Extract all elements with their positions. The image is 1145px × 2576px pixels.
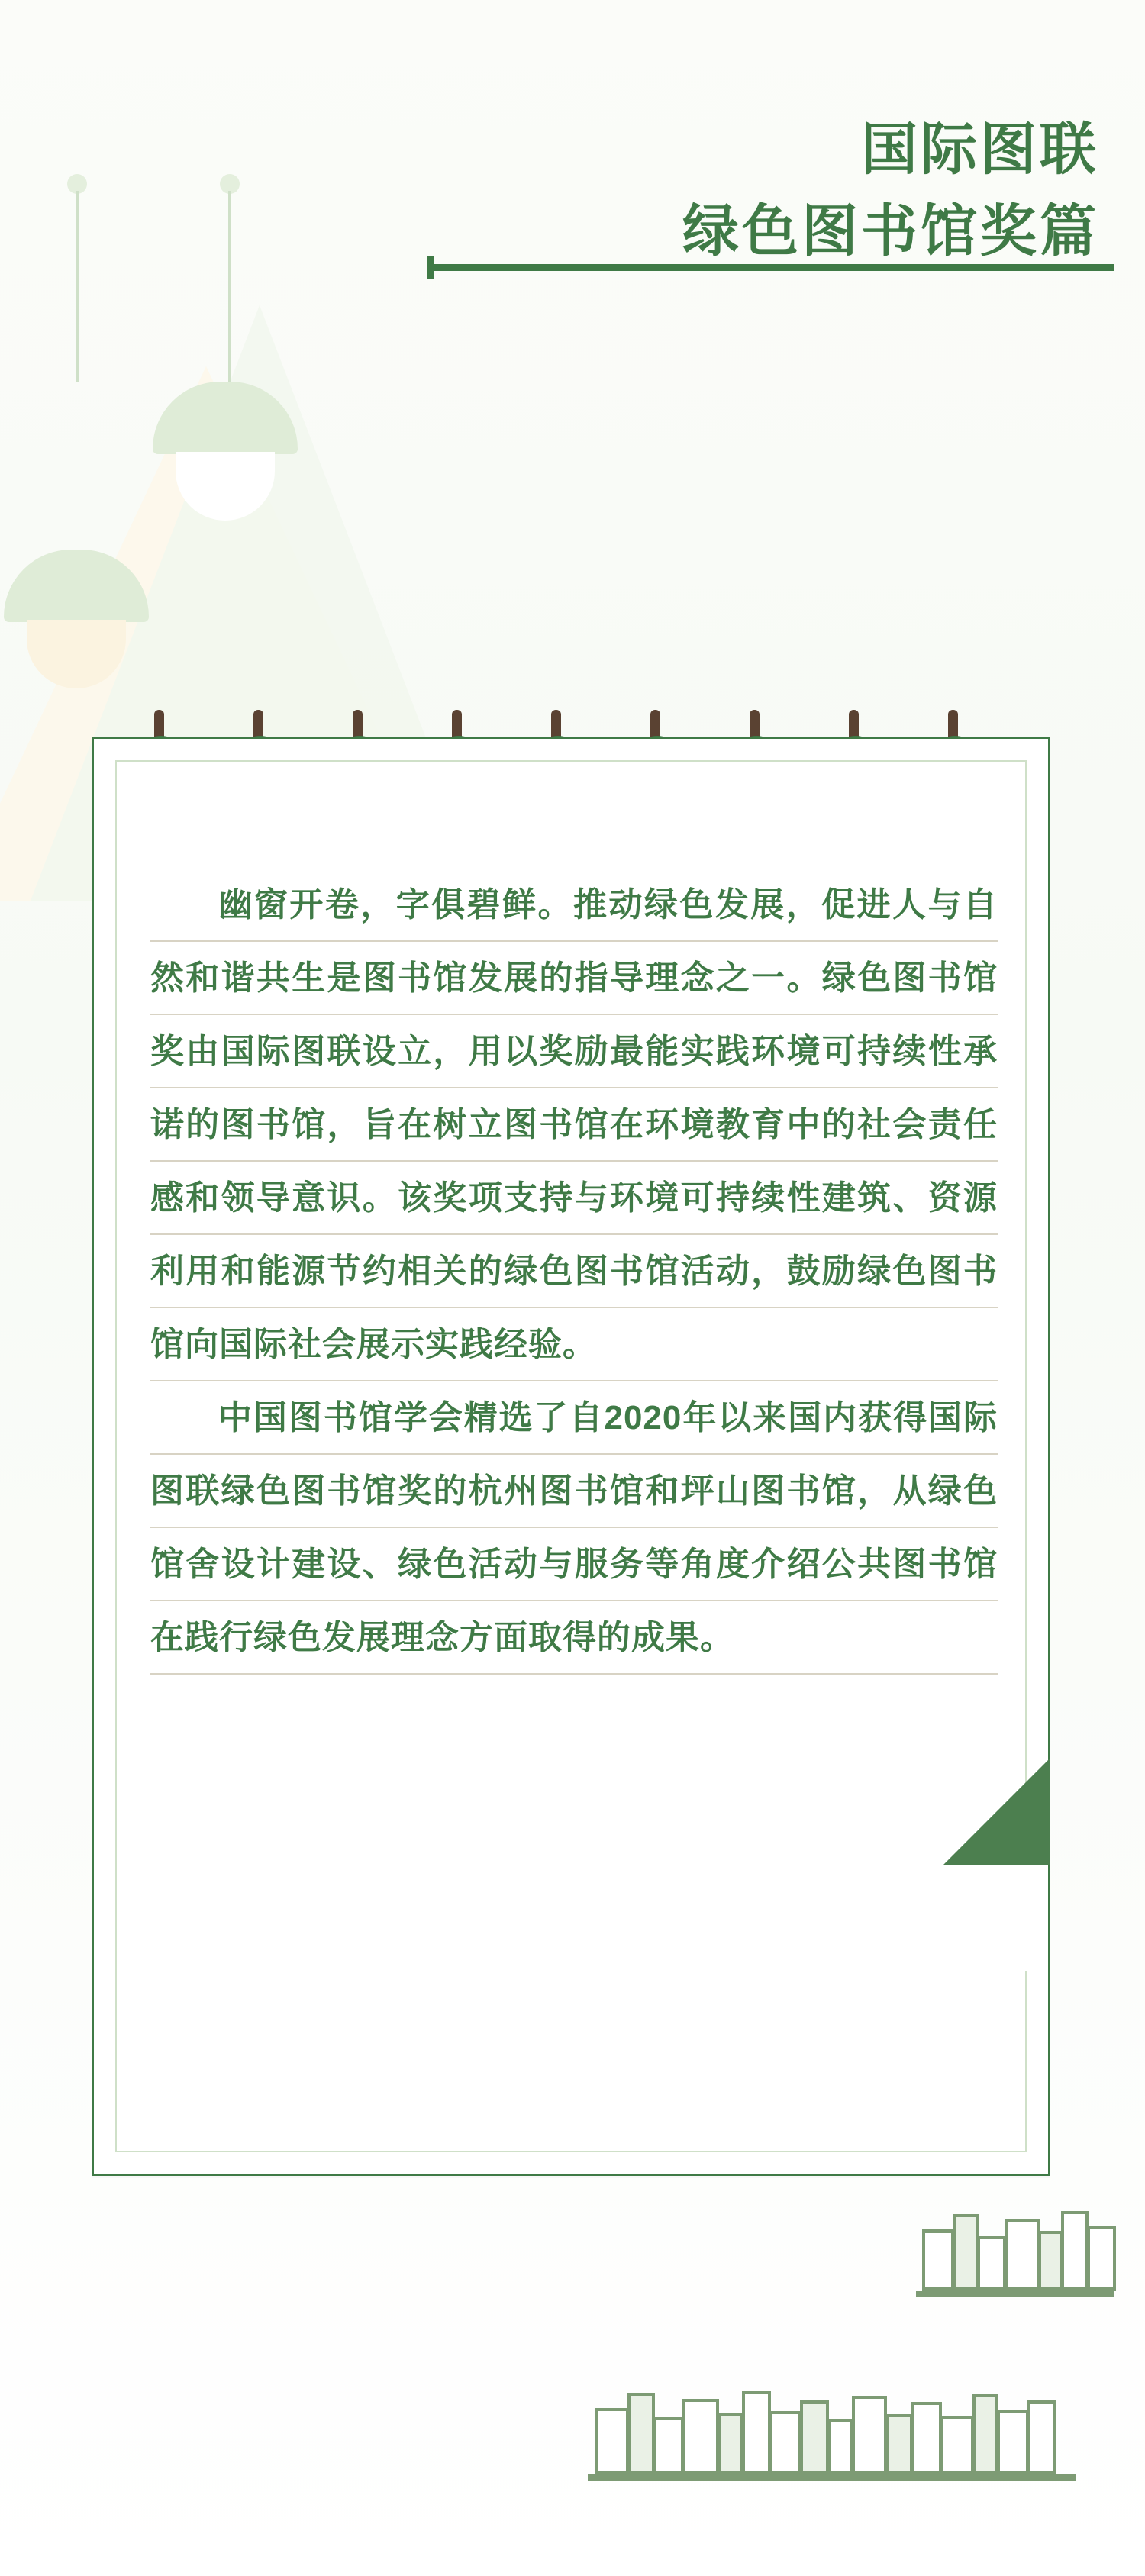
- book: [972, 2394, 998, 2474]
- note-body: [150, 869, 998, 1675]
- header-rule-tick: [427, 256, 434, 279]
- book: [852, 2396, 887, 2474]
- shelf-board: [916, 2291, 1114, 2297]
- book: [800, 2400, 829, 2474]
- book: [885, 2414, 913, 2474]
- bookshelf-upper: [916, 2198, 1114, 2297]
- book: [682, 2399, 719, 2474]
- book: [1038, 2231, 1063, 2291]
- book: [1005, 2219, 1040, 2291]
- book: [977, 2236, 1006, 2291]
- book: [922, 2229, 954, 2291]
- lamp-wire-1: [76, 191, 79, 382]
- book: [718, 2413, 743, 2474]
- title-line-2: 绿色图书馆奖篇: [682, 198, 1099, 263]
- title-line-1: 国际图联: [861, 118, 1099, 181]
- book: [627, 2393, 655, 2474]
- note-card: [92, 737, 1050, 2176]
- header-rule: [427, 264, 1114, 271]
- lamp-wire-2: [228, 191, 231, 382]
- book: [940, 2416, 974, 2474]
- book: [911, 2402, 942, 2474]
- book: [595, 2408, 629, 2474]
- book: [769, 2411, 802, 2474]
- book: [827, 2419, 853, 2474]
- book: [1087, 2226, 1116, 2291]
- book: [953, 2214, 979, 2291]
- book: [997, 2410, 1029, 2474]
- book: [1061, 2211, 1089, 2291]
- bookshelf-lower: [588, 2366, 1076, 2481]
- shelf-board: [588, 2474, 1076, 2481]
- book: [1027, 2400, 1056, 2474]
- paragraph-1: 幽窗开卷，字俱碧鲜。推动绿色发展，促进人与自然和谐共生是图书馆发展的指导理念之一。绿色图书馆奖由国际图联设立，用以奖励最能实践环境可持续性承诺的图书馆，旨在树立图书馆在环境教育中的社会责任感和领导意识。该奖项支持与环境可持续性建筑、资源利用和能源节约相关的绿色图书馆活动，鼓励绿色图书馆向国际社会展示实践经验。: [150, 869, 998, 1381]
- paragraph-2: 中国图书馆学会精选了自2020年以来国内获得国际图联绿色图书馆奖的杭州图书馆和坪山图书馆，从绿色馆舍设计建设、绿色活动与服务等角度介绍公共图书馆在践行绿色发展理念方面取得的成果。: [150, 1381, 998, 1675]
- book: [653, 2417, 684, 2474]
- page-title: [412, 114, 1099, 266]
- book: [742, 2391, 771, 2474]
- page-fold-mask: [939, 1862, 1050, 1971]
- page-fold-corner: [943, 1758, 1050, 1865]
